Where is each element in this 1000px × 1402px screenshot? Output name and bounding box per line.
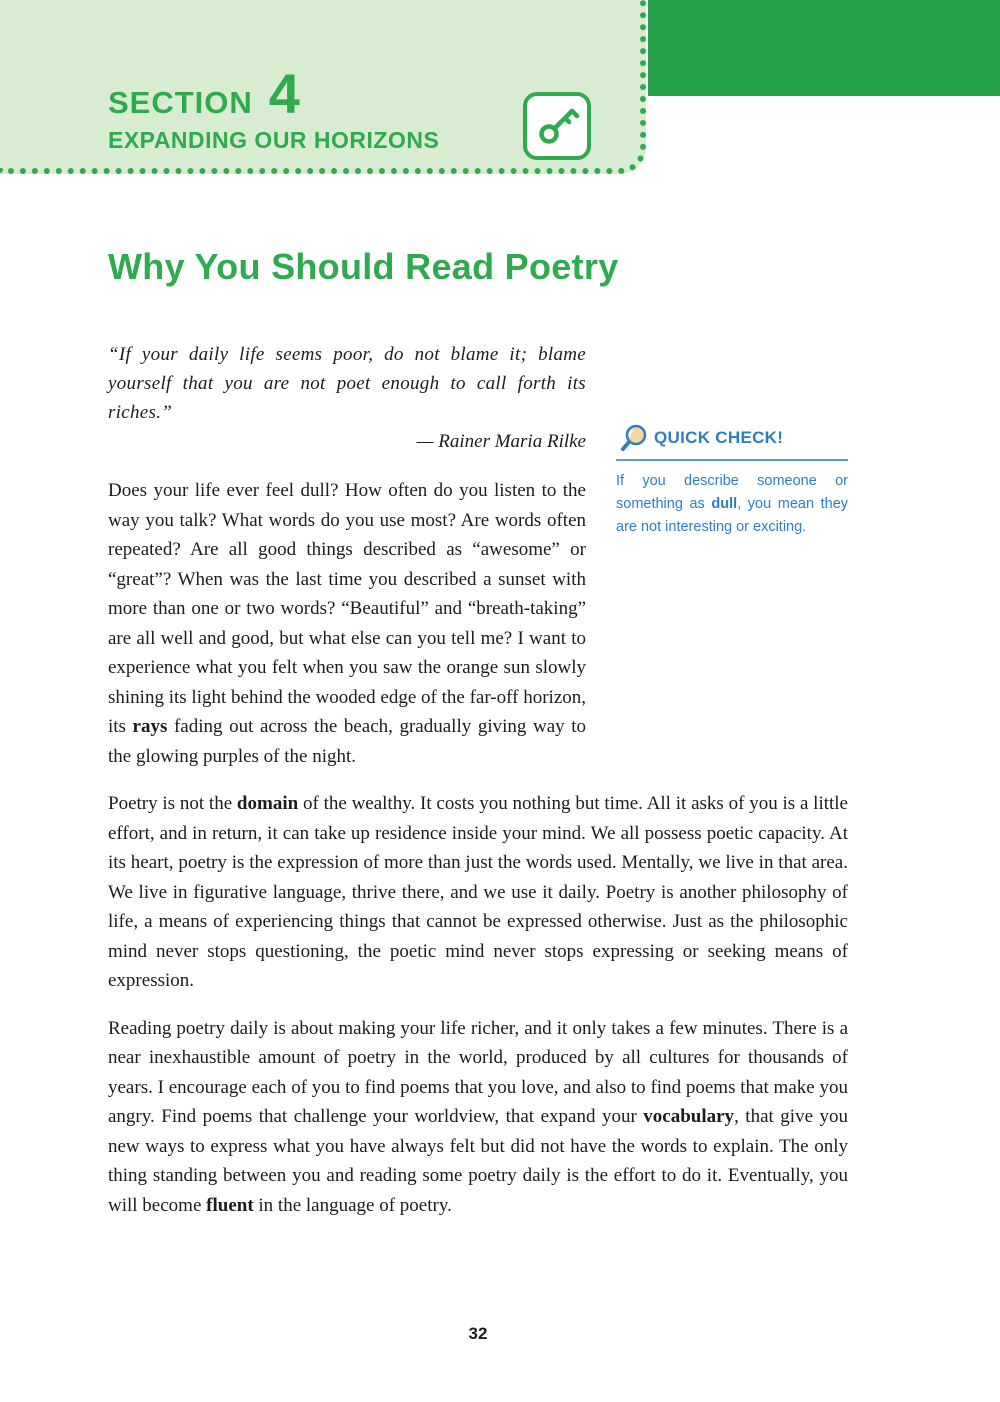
quote-and-sidebar-row <box>108 340 848 771</box>
quick-check-header <box>616 420 848 456</box>
page-content <box>108 246 848 1220</box>
page-number: 32 <box>468 1324 488 1343</box>
key-icon <box>523 92 591 160</box>
section-label: SECTION <box>108 85 253 120</box>
section-number: 4 <box>268 62 300 125</box>
paragraph: Reading poetry daily is about making your life richer, and it only takes a few minutes. There is a near inexhaustible amount of poetry in the world, produced by all cultures for thousands of years. I encourage each of you to find poems that you love, and also to find poems that make you angry. Find poems that challenge your worldview, that expand your vocabulary, that give you new ways to express what you have always felt but did not have the words to explain. The only thing standing between you and reading some poetry daily is the effort to do it. Eventually, you will become fluent in the language of poetry. <box>108 1017 849 1216</box>
quick-check-box <box>616 420 848 771</box>
section-banner <box>0 0 1000 180</box>
quick-check-divider <box>616 459 848 461</box>
section-heading <box>108 62 440 154</box>
page-footer <box>108 1324 848 1344</box>
section-line <box>108 62 439 125</box>
paragraph: Does your life ever feel dull? How often do you listen to the way you talk? What words do you use most? Are words often repeated? Are all good things described as “awesome” or “great”? When was the last time you described a sunset with more than one or two words? “Beautiful” and “breath-taking” are all well and good, but what else can you tell me? I want to experience what you felt when you saw the orange sun slowly shining its light behind the wooded edge of the far-off horizon, its rays fading out across the beach, gradually giving way to the glowing purples of the night. <box>108 480 586 767</box>
quick-check-title: QUICK CHECK! <box>654 428 784 447</box>
paragraph: Poetry is not the domain of the wealthy. It costs you nothing but time. All it asks of you is a little effort, and in return, it can take up residence inside your mind. We all possess poetic capacity. At its heart, poetry is the expression of more than just the words used. Mentally, we live in that area. We live in figurative language, thrive there, and we use it daily. Poetry is another philosophy of life, a means of experiencing things that cannot be expressed otherwise. Just as the philosophic mind never stops questioning, the poetic mind never stops expressing or seeking means of expression. <box>108 793 848 991</box>
header-corner-block <box>648 0 1000 96</box>
quote-text: “If your daily life seems poor, do not blame it; blame yourself that you are not poet enough to call forth its riches.” <box>108 344 586 423</box>
quote-attribution: — Rainer Maria Rilke <box>416 431 586 452</box>
magnifier-icon <box>616 420 652 456</box>
quick-check-text: If you describe someone or something as dull, you mean they are not interesting or exciting. <box>616 473 849 535</box>
section-subtitle: EXPANDING OUR HORIZONS <box>108 127 440 153</box>
page-title: Why You Should Read Poetry <box>108 246 619 287</box>
left-column <box>108 340 586 771</box>
